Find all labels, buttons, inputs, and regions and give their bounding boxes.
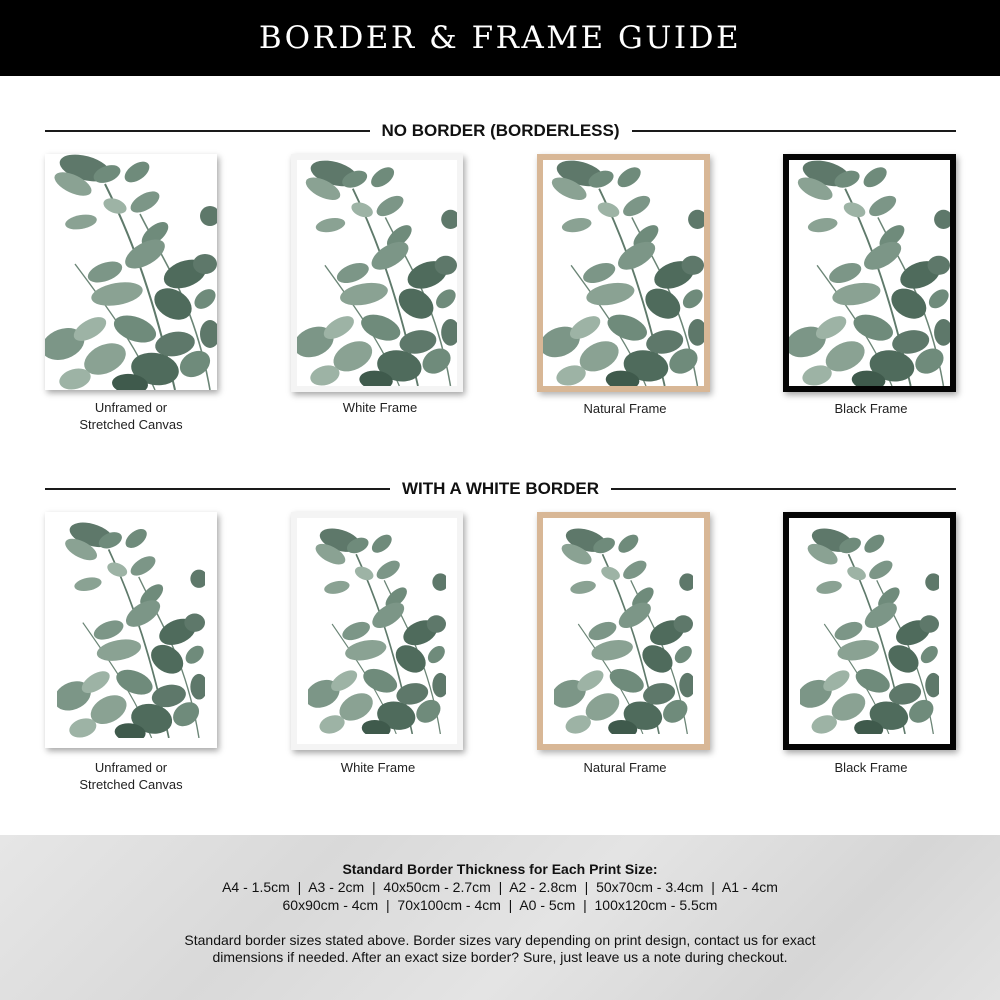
page-title: BORDER & FRAME GUIDE: [258, 20, 742, 56]
section-heading-borderless: [45, 119, 956, 143]
eucalyptus-artwork: [45, 154, 217, 390]
heading-rule-left: [45, 130, 370, 132]
caption-natural-frame: Natural Frame: [583, 401, 667, 416]
artwork-mat: [789, 518, 950, 744]
info-note-line: dimensions if needed. After an exact size border? Sure, just leave us a note during checkout.: [212, 949, 788, 965]
eucalyptus-artwork: [57, 522, 205, 738]
caption-unframed: Unframed or Stretched Canvas: [79, 400, 183, 432]
print-natural-frame-white-border: [537, 512, 710, 750]
artwork-mat: [45, 512, 217, 748]
eucalyptus-leaves-icon: [800, 528, 939, 734]
print-unframed-white-border: [45, 512, 217, 748]
eucalyptus-leaves-icon: [297, 160, 457, 386]
section-heading-label: NO BORDER (BORDERLESS): [381, 121, 620, 140]
eucalyptus-artwork: [543, 160, 704, 386]
eucalyptus-leaves-icon: [789, 160, 950, 386]
section-heading-label: WITH A WHITE BORDER: [401, 479, 600, 498]
border-thickness-info-panel: [0, 835, 1000, 1000]
caption-white-frame: White Frame: [342, 400, 418, 415]
caption-black-frame: Black Frame: [834, 760, 908, 775]
eucalyptus-artwork: [800, 528, 939, 734]
eucalyptus-leaves-icon: [45, 154, 217, 390]
print-white-frame-borderless: [291, 154, 463, 392]
eucalyptus-artwork: [308, 528, 446, 734]
print-white-frame-white-border: [291, 512, 463, 750]
eucalyptus-leaves-icon: [57, 522, 205, 738]
caption-white-frame: White Frame: [340, 760, 416, 775]
eucalyptus-artwork: [297, 160, 457, 386]
print-black-frame-borderless: [783, 154, 956, 392]
size-list-line: A4 - 1.5cm | A3 - 2cm | 40x50cm - 2.7cm | A2 - 2.8cm | 50x70cm - 3.4cm | A1 - 4cm: [222, 879, 778, 895]
info-title: Standard Border Thickness for Each Print Size:: [342, 861, 658, 877]
eucalyptus-leaves-icon: [543, 160, 704, 386]
title-banner: [0, 0, 1000, 76]
artwork-mat: [297, 518, 457, 744]
eucalyptus-leaves-icon: [308, 528, 446, 734]
print-natural-frame-borderless: [537, 154, 710, 392]
caption-unframed: Unframed or Stretched Canvas: [79, 760, 183, 792]
heading-rule-right: [632, 130, 957, 132]
eucalyptus-artwork: [789, 160, 950, 386]
eucalyptus-artwork: [554, 528, 693, 734]
caption-natural-frame: Natural Frame: [583, 760, 667, 775]
eucalyptus-leaves-icon: [554, 528, 693, 734]
print-unframed-borderless: [45, 154, 217, 390]
heading-rule-right: [611, 488, 956, 490]
artwork-mat: [543, 518, 704, 744]
size-list-line: 60x90cm - 4cm | 70x100cm - 4cm | A0 - 5cm | 100x120cm - 5.5cm: [282, 897, 718, 913]
info-note-line: Standard border sizes stated above. Border sizes vary depending on print design, contact us for exact: [184, 932, 816, 948]
caption-black-frame: Black Frame: [834, 401, 908, 416]
print-black-frame-white-border: [783, 512, 956, 750]
section-heading-white-border: [45, 477, 956, 501]
heading-rule-left: [45, 488, 390, 490]
